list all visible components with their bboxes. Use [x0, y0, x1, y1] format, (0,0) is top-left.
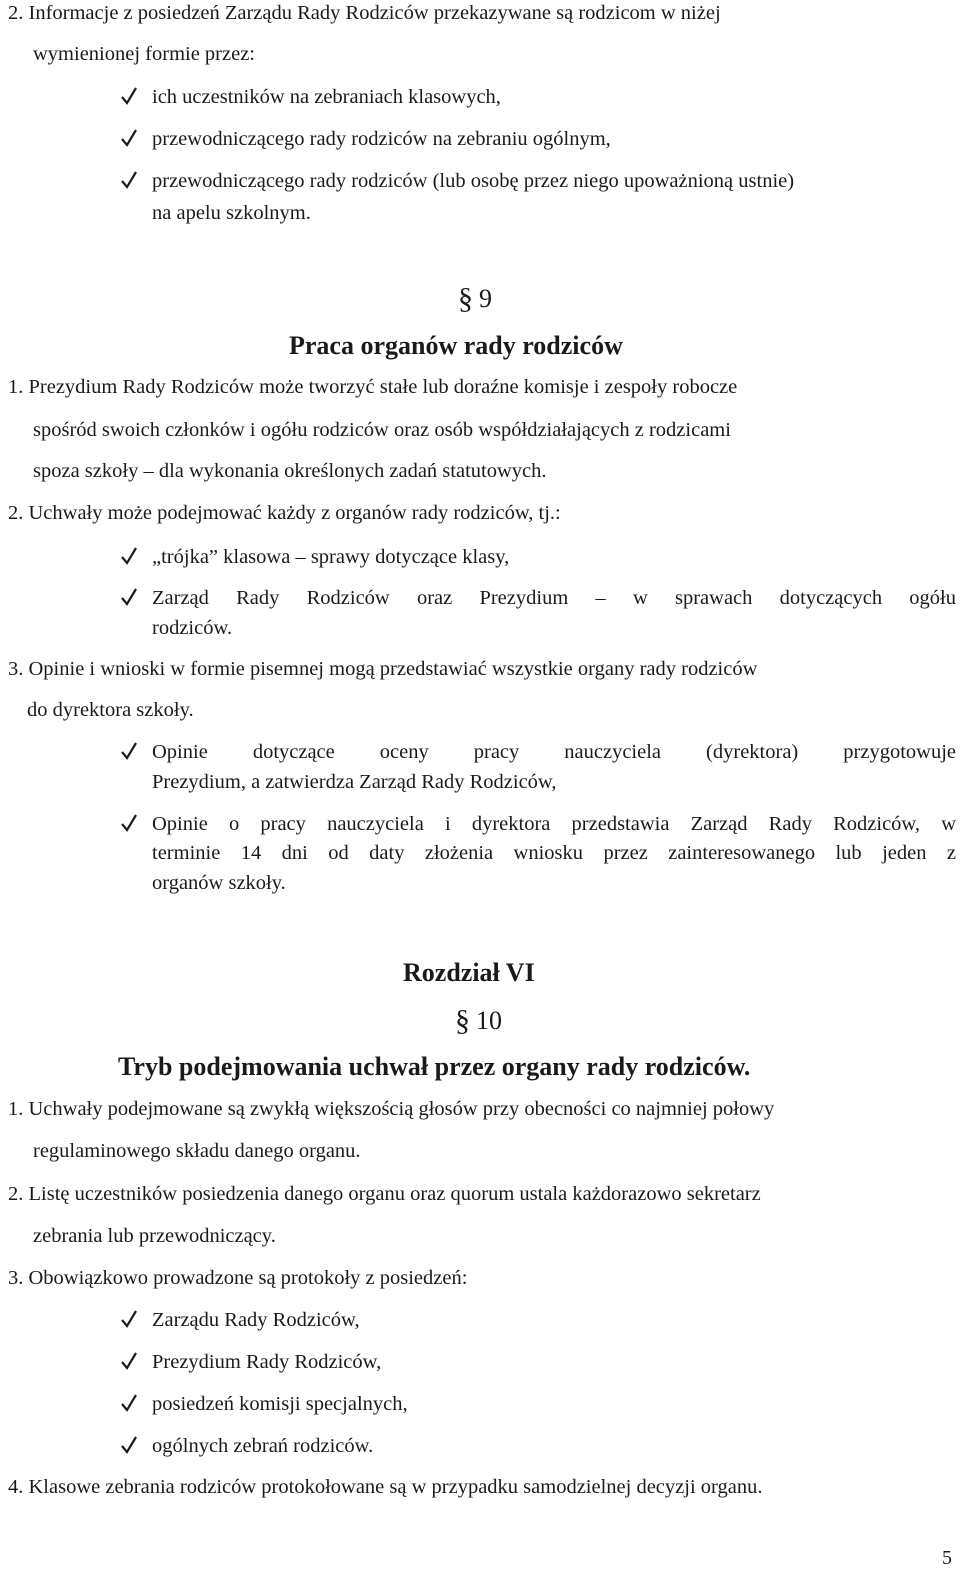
list-item: Zarząd Rady Rodziców oraz Prezydium – w sprawach dotyczących ogółu [152, 587, 956, 609]
paragraph-line: 1. Uchwały podejmowane są zwykłą większością głosów przy obecności co najmniej połowy [8, 1098, 775, 1120]
section-heading [458, 284, 492, 314]
list-item-continuation: na apelu szkolnym. [152, 202, 311, 224]
section-symbol: § [455, 1004, 470, 1037]
paragraph-line: 2. Informacje z posiedzeń Zarządu Rady Rodziców przekazywane są rodzicom w niżej [8, 2, 721, 24]
check-icon [121, 1393, 137, 1413]
paragraph-line: 4. Klasowe zebrania rodziców protokołowane są w przypadku samodzielnej decyzji organu. [8, 1476, 763, 1498]
paragraph-line: spoza szkoły – dla wykonania określonych zadań statutowych. [33, 460, 547, 482]
list-item: Opinie o pracy nauczyciela i dyrektora przedstawia Zarząd Rady Rodziców, w [152, 813, 956, 835]
paragraph-line: regulaminowego składu danego organu. [33, 1140, 361, 1162]
check-icon [121, 1309, 137, 1329]
check-icon [121, 1351, 137, 1371]
list-item: „trójka” klasowa – sprawy dotyczące klasy, [152, 546, 510, 568]
list-item-continuation: Prezydium, a zatwierdza Zarząd Rady Rodziców, [152, 771, 557, 793]
paragraph-line: 3. Opinie i wnioski w formie pisemnej mogą przedstawiać wszystkie organy rady rodziców [8, 658, 758, 680]
check-icon [121, 170, 137, 190]
paragraph-line: spośród swoich członków i ogółu rodziców oraz osób współdziałających z rodzicami [33, 419, 731, 441]
list-item: przewodniczącego rady rodziców na zebraniu ogólnym, [152, 128, 611, 150]
check-icon [121, 546, 137, 566]
check-icon [121, 86, 137, 106]
list-item: ich uczestników na zebraniach klasowych, [152, 86, 501, 108]
paragraph-line: 2. Uchwały może podejmować każdy z organów rady rodziców, tj.: [8, 502, 561, 524]
paragraph-line: do dyrektora szkoły. [27, 699, 194, 721]
list-item: Prezydium Rady Rodziców, [152, 1351, 382, 1373]
section-number: 10 [476, 1006, 502, 1035]
check-icon [121, 741, 137, 761]
check-icon [121, 128, 137, 148]
section-symbol: § [458, 282, 473, 315]
section-heading [455, 1006, 502, 1036]
paragraph-line: 3. Obowiązkowo prowadzone są protokoły z posiedzeń: [8, 1267, 468, 1289]
list-item-continuation: organów szkoły. [152, 872, 286, 894]
list-item: ogólnych zebrań rodziców. [152, 1435, 374, 1457]
check-icon [121, 813, 137, 833]
chapter-title: Rozdział VI [403, 958, 535, 987]
check-icon [121, 587, 137, 607]
section-title: Tryb podejmowania uchwał przez organy rady rodziców. [118, 1052, 751, 1081]
section-number: 9 [479, 284, 492, 313]
list-item: Zarządu Rady Rodziców, [152, 1309, 360, 1331]
list-item-continuation: rodziców. [152, 617, 233, 639]
list-item: posiedzeń komisji specjalnych, [152, 1393, 408, 1415]
section-title: Praca organów rady rodziców [289, 331, 623, 360]
paragraph-line: zebrania lub przewodniczący. [33, 1225, 276, 1247]
list-item: przewodniczącego rady rodziców (lub osobę przez niego upoważnioną ustnie) [152, 170, 795, 192]
paragraph-line: wymienionej formie przez: [33, 43, 255, 65]
paragraph-line: 1. Prezydium Rady Rodziców może tworzyć stałe lub doraźne komisje i zespoły robocze [8, 376, 738, 398]
check-icon [121, 1435, 137, 1455]
list-item-continuation: terminie 14 dni od daty złożenia wniosku przez zainteresowanego lub jeden z [152, 842, 956, 864]
page-number: 5 [942, 1547, 952, 1569]
list-item: Opinie dotyczące oceny pracy nauczyciela (dyrektora) przygotowuje [152, 741, 956, 763]
paragraph-line: 2. Listę uczestników posiedzenia danego organu oraz quorum ustala każdorazowo sekretarz [8, 1183, 761, 1205]
